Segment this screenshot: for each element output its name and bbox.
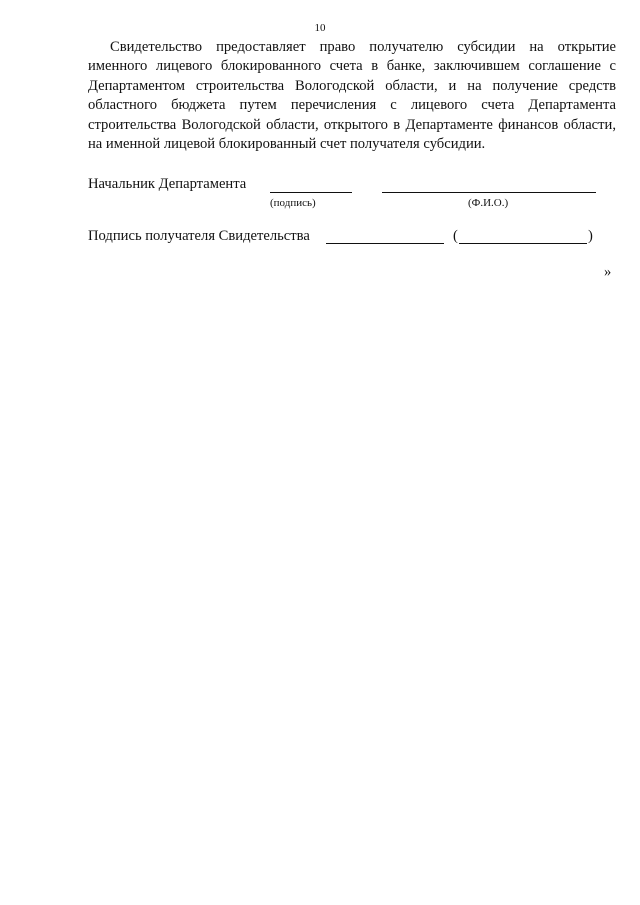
full-name-caption: (Ф.И.О.)	[468, 197, 509, 209]
full-name-line	[382, 192, 596, 193]
recipient-name-line	[459, 243, 587, 244]
open-paren: (	[453, 228, 458, 244]
signature-caption: (подпись)	[270, 197, 316, 209]
recipient-signature-line	[326, 243, 444, 244]
close-paren: )	[588, 228, 593, 244]
page-number: 10	[314, 22, 326, 34]
head-of-department-label: Начальник Департамента	[88, 176, 247, 192]
signature-line	[270, 192, 352, 193]
certificate-paragraph: Свидетельство предоставляет право получателю субсидии на открытие именного лицевого блокированного счета в банке, заключившем соглашение с Департаментом строительства Вологодской области, и на получение средств областного бюджета путем перечисления с лицевого счета Департамента строительства Вологодской области, открытого в Департаменте финансов области, на именной лицевой блокированный счет получателя субсидии.	[88, 39, 616, 153]
closing-quote: »	[604, 264, 612, 280]
recipient-signature-label: Подпись получателя Свидетельства	[88, 228, 310, 244]
